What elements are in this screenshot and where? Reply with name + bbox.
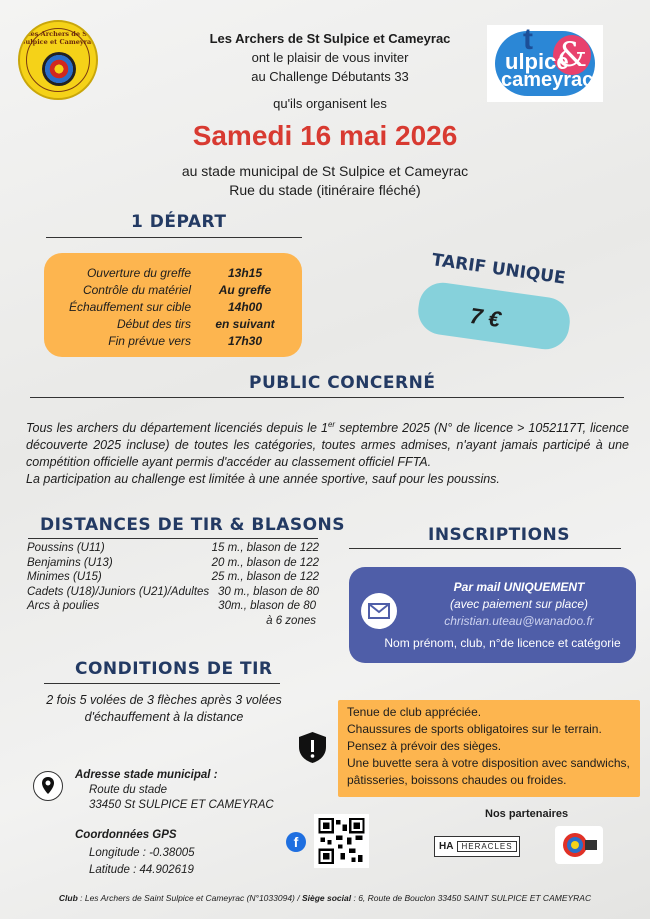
superscript: er xyxy=(327,420,336,429)
city-logo-ampersand: & xyxy=(553,35,591,75)
city-logo-letter: t xyxy=(523,23,533,56)
inscription-method: Par mail UNIQUEMENT xyxy=(453,580,585,594)
schedule-label: Ouverture du greffe xyxy=(86,266,191,280)
partner-logo xyxy=(555,826,603,864)
club-logo xyxy=(18,20,98,100)
schedule-value: 14h00 xyxy=(227,300,263,314)
email-link[interactable]: christian.uteau@wanadoo.fr xyxy=(444,614,594,628)
heracles-mark: HA xyxy=(439,841,454,852)
divider xyxy=(349,548,621,549)
city-logo-word1: ulpice xyxy=(505,49,569,74)
distance: 20 m., blason de 122 xyxy=(211,556,319,569)
challenge-line: au Challenge Débutants 33 xyxy=(251,69,409,84)
club-logo-text: Les Archers de St Sulpice et Cameyrac xyxy=(20,30,96,46)
city-logo xyxy=(487,25,603,102)
category: Cadets (U18)/Juniors (U21)/Adultes xyxy=(27,585,210,598)
venue-line1: au stade municipal de St Sulpice et Cameyrac xyxy=(181,163,469,179)
club-name: Les Archers de St Sulpice et Cameyrac xyxy=(209,31,451,46)
category: Arcs à poulies xyxy=(27,600,100,613)
qr-code[interactable] xyxy=(314,814,369,868)
distance: 15 m., blason de 122 xyxy=(211,542,319,554)
footer xyxy=(0,893,650,903)
schedule-label: Échauffement sur cible xyxy=(68,300,191,314)
schedule-value: Au greffe xyxy=(218,283,272,297)
venue-line2: Rue du stade (itinéraire fléché) xyxy=(229,182,421,198)
schedule-values xyxy=(207,265,283,350)
distance: 25 m., blason de 122 xyxy=(211,571,319,584)
heracles-name: HERACLES xyxy=(457,841,516,852)
venue xyxy=(150,162,500,200)
partners-title: Nos partenaires xyxy=(485,808,569,820)
public-paragraph xyxy=(26,416,629,471)
category: Benjamins (U13) xyxy=(27,556,113,569)
public-paragraph: La participation au challenge est limitée à une année sportive, sauf pour les poussins. xyxy=(26,472,500,487)
tarif-title: TARIF UNIQUE xyxy=(430,250,567,289)
footer-club-label: Club xyxy=(58,893,78,903)
divider xyxy=(28,538,318,539)
depart-title: 1 DÉPART xyxy=(131,212,227,232)
table-row xyxy=(27,585,319,600)
tips-box xyxy=(338,700,640,797)
conditions-title: CONDITIONS DE TIR xyxy=(75,659,273,679)
schedule-labels xyxy=(50,265,191,350)
divider xyxy=(46,237,302,238)
table-row xyxy=(27,599,319,614)
distance: 30 m., blason de 80 xyxy=(217,585,319,598)
schedule-label: Début des tirs xyxy=(116,317,191,331)
schedule-value: en suivant xyxy=(215,317,275,331)
divider xyxy=(30,397,624,398)
target-icon xyxy=(42,52,76,86)
inscription-info: Nom prénom, club, n°de licence et catégorie xyxy=(384,636,621,650)
organise-line: qu'ils organisent les xyxy=(273,96,387,111)
invite-line: ont le plaisir de vous inviter xyxy=(251,50,409,65)
heracles-logo xyxy=(434,836,520,857)
public-title: PUBLIC CONCERNÉ xyxy=(249,373,436,393)
map-pin-icon xyxy=(33,771,63,801)
public-text-part: Tous les archers du département licenciés depuis le 1 xyxy=(26,421,328,436)
inscription-payment: (avec paiement sur place) xyxy=(449,597,589,611)
schedule-label: Contrôle du matériel xyxy=(82,283,191,297)
address-line1: Route du stade xyxy=(89,784,168,796)
footer-club-text: : Les Archers de Saint Sulpice et Cameyrac (N°1033094) / xyxy=(77,893,302,903)
event-date: Samedi 16 mai 2026 xyxy=(192,120,458,151)
footer-siege-label: Siège social xyxy=(301,893,352,903)
category: Minimes (U15) xyxy=(27,571,102,584)
distances-table xyxy=(27,541,319,629)
tip-item: Pensez à prévoir des sièges. xyxy=(347,739,502,753)
shield-warning-icon xyxy=(297,731,328,764)
city-logo-word2: cameyrac xyxy=(501,69,594,91)
schedule-label: Fin prévue vers xyxy=(108,334,191,348)
footer-siege-text: : 6, Route de Bouclon 33450 SAINT SULPICE ET CAMEYRAC xyxy=(351,893,592,903)
distance-note: à 6 zones xyxy=(266,614,316,627)
conditions-text: 2 fois 5 volées de 3 flèches après 3 volées d'échauffement à la distance xyxy=(46,693,282,724)
distances-title: DISTANCES DE TIR & BLASONS xyxy=(40,515,346,535)
schedule-value: 17h30 xyxy=(227,334,263,348)
tip-item: Tenue de club appréciée. xyxy=(347,705,482,719)
address-block xyxy=(75,768,274,878)
mail-icon xyxy=(361,593,397,629)
tarif-value: 7 € xyxy=(468,302,503,333)
tip-item: Une buvette sera à votre disposition avec sandwichs, pâtisseries, boissons chaudes ou froides. xyxy=(347,756,630,787)
facebook-icon[interactable]: f xyxy=(286,832,306,852)
inscriptions-title: INSCRIPTIONS xyxy=(428,525,570,545)
category: Poussins (U11) xyxy=(27,542,105,554)
address-line2: 33450 St SULPICE ET CAMEYRAC xyxy=(89,799,274,811)
distance: 30m., blason de 80 xyxy=(218,600,316,613)
table-row xyxy=(27,541,319,556)
tip-item: Chaussures de sports obligatoires sur le terrain. xyxy=(347,722,602,736)
public-text-part: septembre 2025 (N° de licence > 1052117T, licence découverte 2025 incluse) de toutes les catégories, toutes armes admises, n'ayant jamais participé à une compétition officielle ayant permis d'accéder au classement officiel FFTA. xyxy=(26,421,629,470)
gps-latitude: Latitude : 44.902619 xyxy=(89,864,194,876)
table-row xyxy=(27,556,319,571)
public-text xyxy=(26,416,629,488)
inscriptions-box xyxy=(349,567,636,663)
schedule-value: 13h15 xyxy=(227,266,263,280)
table-row xyxy=(27,570,319,585)
gps-title: Coordonnées GPS xyxy=(75,829,177,841)
divider xyxy=(44,683,280,684)
gps-longitude: Longitude : -0.38005 xyxy=(89,847,195,859)
address-title: Adresse stade municipal : xyxy=(75,769,218,781)
